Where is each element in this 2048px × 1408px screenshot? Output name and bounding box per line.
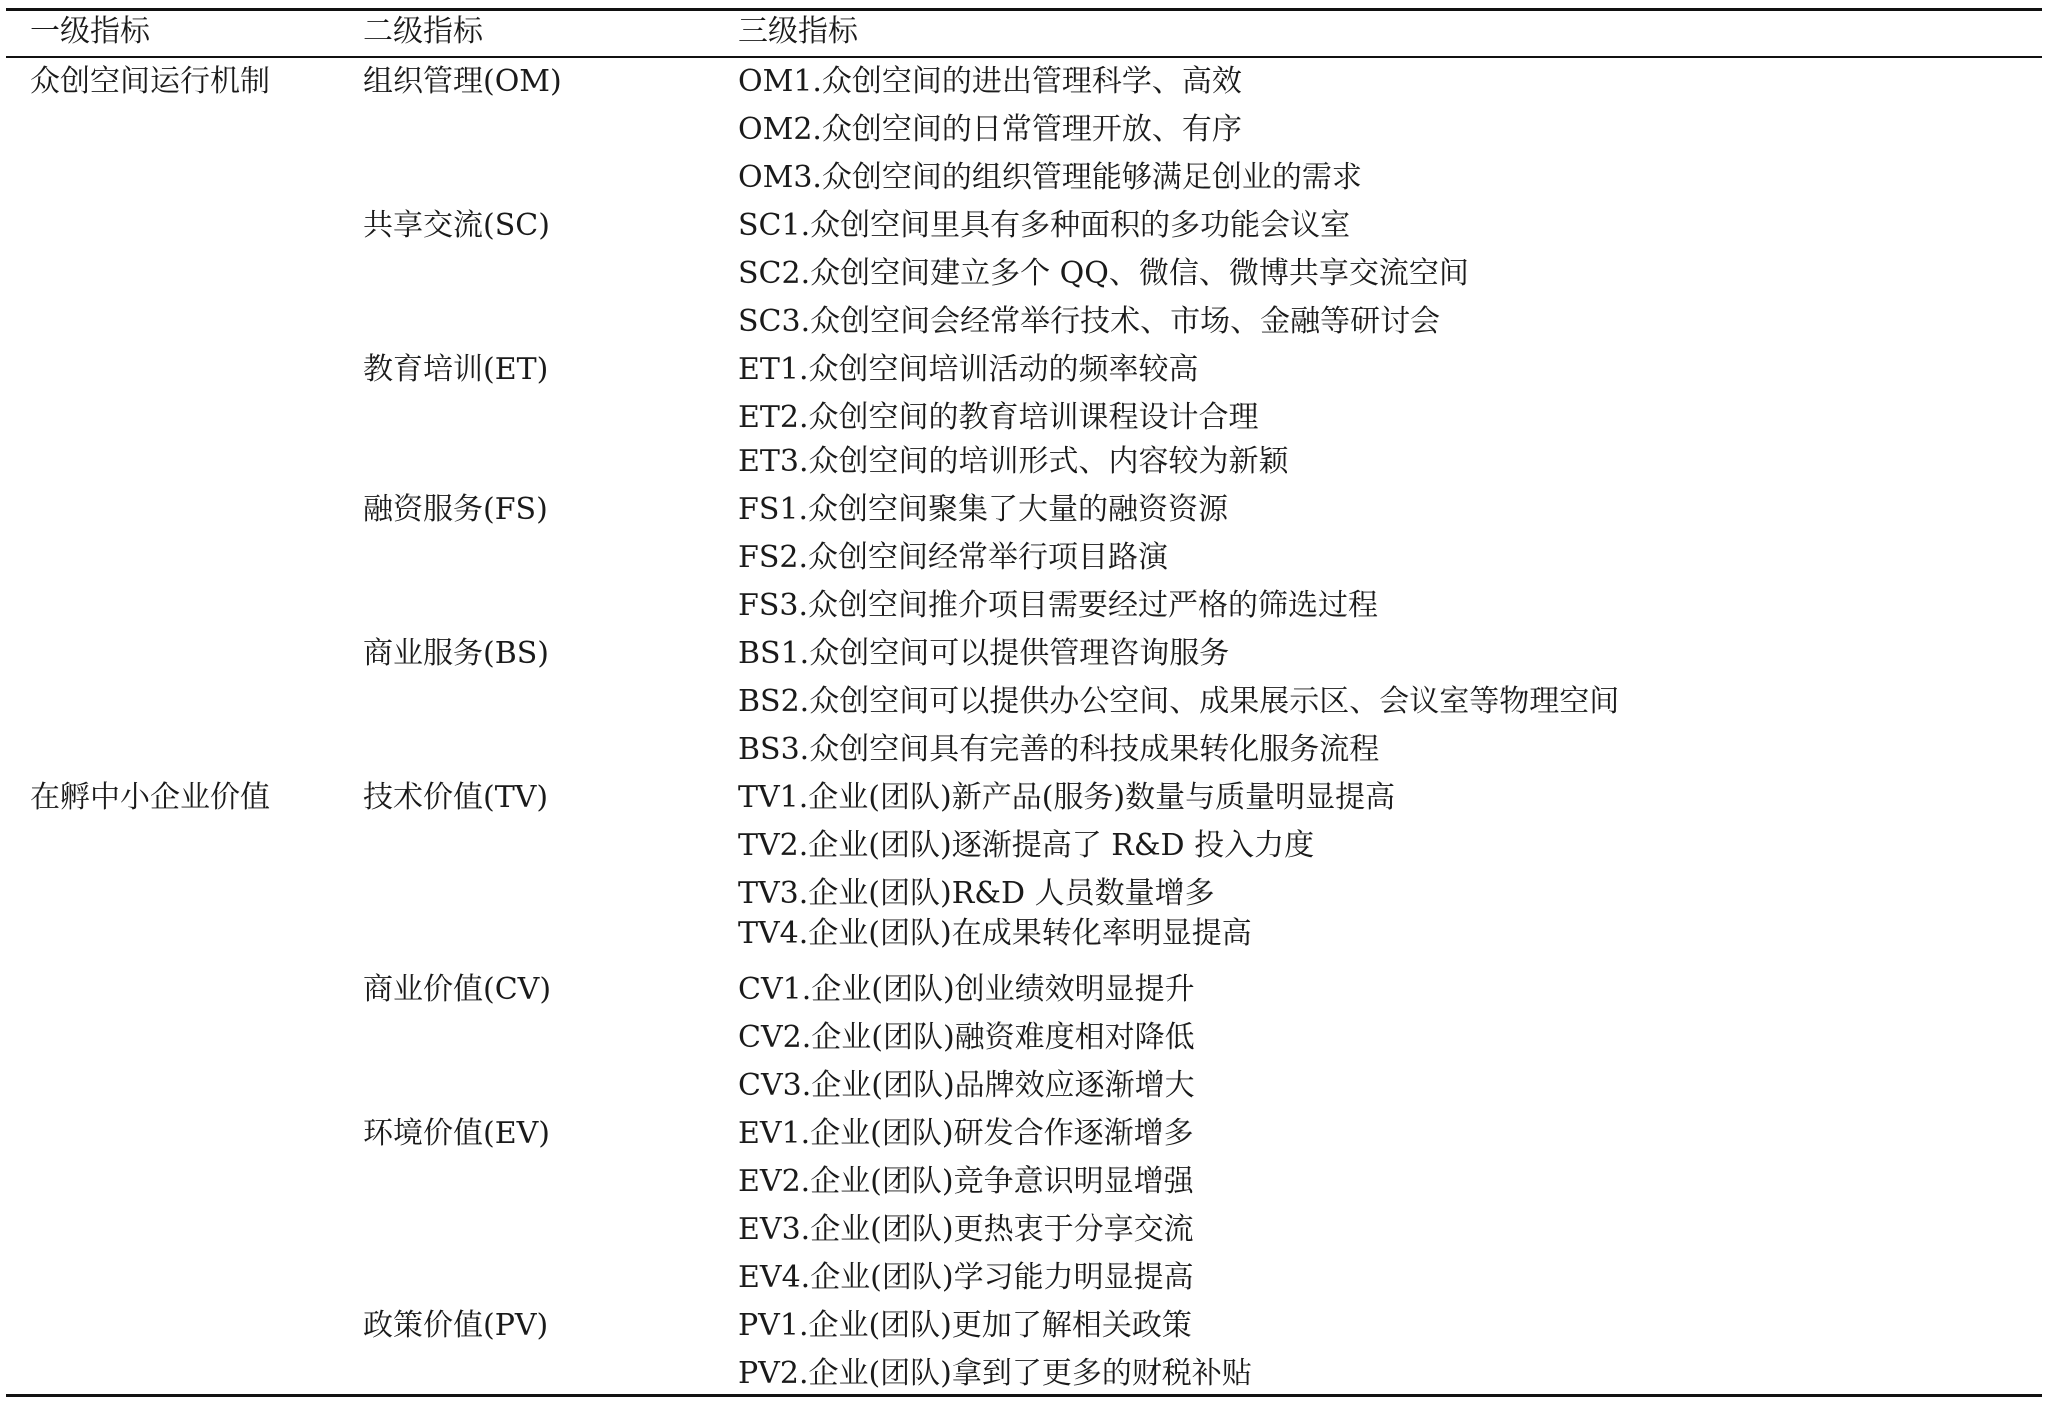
cell-level3: FS1.众创空间聚集了大量的融资资源 [738,492,1228,527]
table-row [0,298,2048,346]
table-row [0,58,2048,106]
cell-level3: TV1.企业(团队)新产品(服务)数量与质量明显提高 [738,780,1396,815]
header-level3: 三级指标 [738,14,858,49]
table-row [0,106,2048,154]
cell-level2: 教育培训(ET) [363,352,549,387]
table-row [0,1350,2048,1398]
table-row [0,774,2048,822]
cell-level2: 技术价值(TV) [363,780,549,815]
table-row [0,910,2048,958]
table-body [0,58,2048,1392]
cell-level3: SC2.众创空间建立多个 QQ、微信、微博共享交流空间 [738,256,1469,291]
cell-level2: 共享交流(SC) [363,208,550,243]
cell-level3: TV3.企业(团队)R&D 人员数量增多 [738,876,1215,911]
table-row [0,394,2048,442]
cell-level3: EV2.企业(团队)竞争意识明显增强 [738,1164,1194,1199]
cell-level3: FS2.众创空间经常举行项目路演 [738,540,1168,575]
table-row [0,346,2048,394]
table-row [0,966,2048,1014]
cell-level3: BS2.众创空间可以提供办公空间、成果展示区、会议室等物理空间 [738,684,1620,719]
cell-level3: EV4.企业(团队)学习能力明显提高 [738,1260,1194,1295]
cell-level3: EV3.企业(团队)更热衷于分享交流 [738,1212,1194,1247]
table-row [0,678,2048,726]
header-level1: 一级指标 [30,14,150,49]
cell-level3: TV2.企业(团队)逐渐提高了 R&D 投入力度 [738,828,1315,863]
cell-level3: ET3.众创空间的培训形式、内容较为新颖 [738,444,1289,479]
table-row [0,726,2048,774]
table-bottom-rule [6,1394,2042,1397]
cell-level2: 商业服务(BS) [363,636,550,671]
table-row [0,1206,2048,1254]
cell-level3: BS1.众创空间可以提供管理咨询服务 [738,636,1230,671]
table-row [0,1158,2048,1206]
cell-level3: PV1.企业(团队)更加了解相关政策 [738,1308,1192,1343]
cell-level2: 融资服务(FS) [363,492,548,527]
table-row [0,534,2048,582]
cell-level3: TV4.企业(团队)在成果转化率明显提高 [738,916,1252,951]
table-row [0,582,2048,630]
cell-level1: 在孵中小企业价值 [30,780,270,815]
cell-level3: FS3.众创空间推介项目需要经过严格的筛选过程 [738,588,1378,623]
cell-level3: ET1.众创空间培训活动的频率较高 [738,352,1199,387]
cell-level3: CV1.企业(团队)创业绩效明显提升 [738,972,1195,1007]
table-row [0,1254,2048,1302]
cell-level3: OM3.众创空间的组织管理能够满足创业的需求 [738,160,1362,195]
cell-level1: 众创空间运行机制 [30,64,270,99]
cell-level3: CV2.企业(团队)融资难度相对降低 [738,1020,1195,1055]
table-row [0,1110,2048,1158]
table-row [0,630,2048,678]
table-row [0,250,2048,298]
cell-level3: SC1.众创空间里具有多种面积的多功能会议室 [738,208,1351,243]
table-row [0,1302,2048,1350]
header-level2: 二级指标 [363,14,483,49]
cell-level3: EV1.企业(团队)研发合作逐渐增多 [738,1116,1194,1151]
cell-level3: ET2.众创空间的教育培训课程设计合理 [738,400,1259,435]
cell-level2: 商业价值(CV) [363,972,552,1007]
table-row [0,822,2048,870]
cell-level2: 组织管理(OM) [363,64,562,99]
cell-level3: SC3.众创空间会经常举行技术、市场、金融等研讨会 [738,304,1441,339]
table-top-rule [6,8,2042,11]
table-row [0,486,2048,534]
table-row [0,1014,2048,1062]
cell-level3: CV3.企业(团队)品牌效应逐渐增大 [738,1068,1195,1103]
table-row [0,154,2048,202]
table-row [0,1062,2048,1110]
cell-level3: PV2.企业(团队)拿到了更多的财税补贴 [738,1356,1252,1391]
cell-level2: 政策价值(PV) [363,1308,549,1343]
cell-level3: OM2.众创空间的日常管理开放、有序 [738,112,1242,147]
table-row [0,202,2048,250]
cell-level2: 环境价值(EV) [363,1116,550,1151]
table-row [0,438,2048,486]
cell-level3: OM1.众创空间的进出管理科学、高效 [738,64,1242,99]
cell-level3: BS3.众创空间具有完善的科技成果转化服务流程 [738,732,1380,767]
